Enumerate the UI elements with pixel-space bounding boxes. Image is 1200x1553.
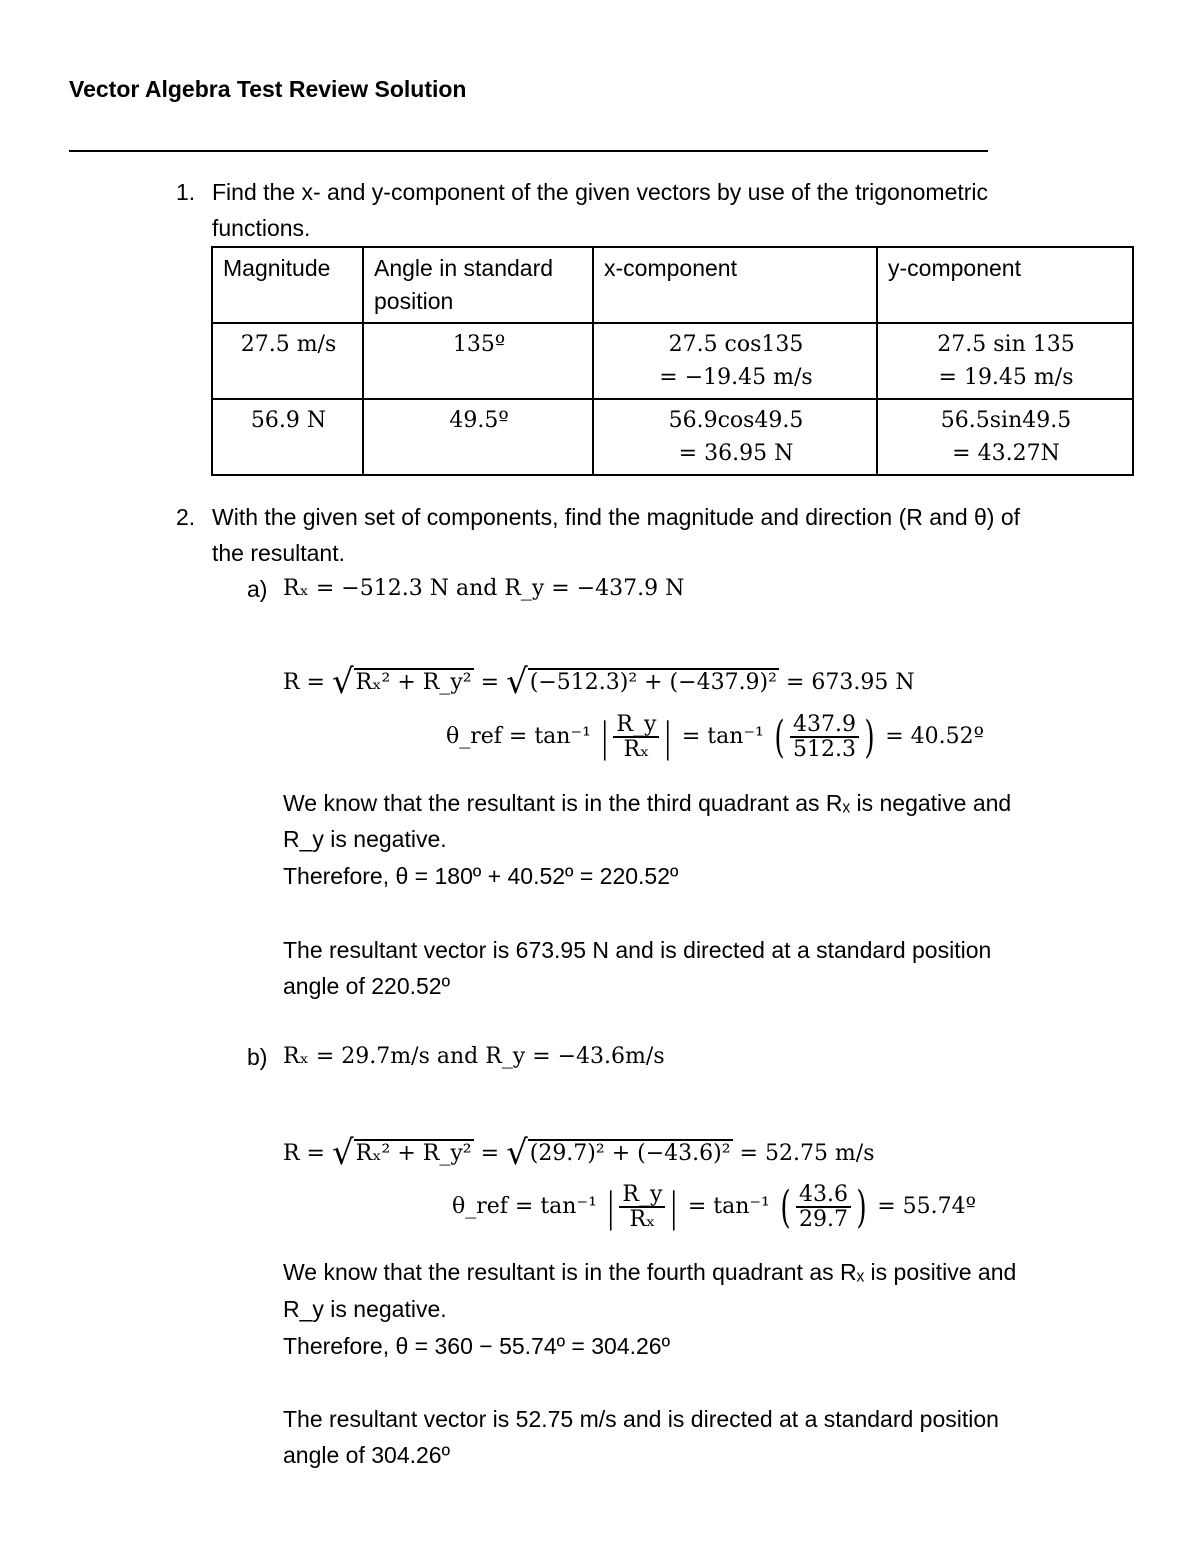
part-a-ratio-den: Rₓ bbox=[623, 737, 650, 762]
abs-bar-icon: | bbox=[670, 1185, 678, 1231]
part-b-explain-line1: We know that the resultant is in the fourth quadrant as Rₓ is positive and bbox=[283, 1259, 1017, 1285]
part-a-explain-line2: R_y is negative. bbox=[283, 826, 447, 852]
part-b-radicand: Rₓ² + R_y² bbox=[355, 1141, 472, 1166]
sqrt-icon: √ bbox=[506, 1133, 528, 1173]
part-b-value-fraction bbox=[796, 1183, 851, 1231]
part-b-radicand-values: (29.7)² + (−43.6)² bbox=[529, 1141, 731, 1166]
row2-x-line2: = 36.95 N bbox=[678, 441, 794, 466]
part-b-theta-result: = 55.74º bbox=[877, 1194, 976, 1219]
part-b-angle-equation bbox=[452, 1182, 976, 1235]
row2-x-component bbox=[593, 399, 877, 475]
part-b-theta-mid: = tan⁻¹ bbox=[687, 1194, 770, 1219]
part-a-value-num: 437.9 bbox=[790, 713, 859, 738]
abs-bar-icon: | bbox=[664, 715, 672, 761]
part-a-ratio-num: R_y bbox=[613, 713, 659, 738]
sqrt-icon: √ bbox=[506, 662, 528, 702]
part-a-value-fraction bbox=[790, 713, 859, 761]
header-x-component: x-component bbox=[593, 247, 877, 323]
q2-text-line1: With the given set of components, find the magnitude and direction (R and θ) of bbox=[212, 504, 1021, 530]
title-divider bbox=[69, 150, 988, 152]
left-paren-icon: ( bbox=[774, 712, 785, 763]
q2-number: 2. bbox=[176, 504, 196, 530]
part-b-ratio-fraction bbox=[619, 1183, 665, 1231]
row1-y-line2: = 19.45 m/s bbox=[938, 365, 1074, 390]
part-a-r-eq: = bbox=[480, 670, 500, 695]
part-b-conclusion-line1: The resultant vector is 52.75 m/s and is directed at a standard position bbox=[283, 1406, 999, 1432]
part-a-theta-result: = 40.52º bbox=[885, 724, 984, 749]
table-row bbox=[212, 323, 1133, 399]
header-y-component: y-component bbox=[877, 247, 1133, 323]
q1-text-line1: Find the x- and y-component of the given vectors by use of the trigonometric bbox=[212, 179, 989, 205]
q1-text-line2: functions. bbox=[212, 215, 311, 241]
part-b-r-lhs: R = bbox=[283, 1141, 325, 1166]
part-a-theta-mid: = tan⁻¹ bbox=[681, 724, 764, 749]
row1-angle: 135º bbox=[363, 323, 593, 399]
part-b-theta-lhs: θ_ref = tan⁻¹ bbox=[452, 1194, 597, 1219]
part-b-magnitude-equation bbox=[283, 1133, 875, 1174]
part-b-given: Rₓ = 29.7m/s and R_y = −43.6m/s bbox=[283, 1044, 665, 1069]
row2-x-line1: 56.9cos49.5 bbox=[668, 408, 804, 433]
header-magnitude: Magnitude bbox=[212, 247, 363, 323]
table-header-row bbox=[212, 247, 1133, 323]
part-a-value-den: 512.3 bbox=[793, 737, 857, 762]
part-b-ratio-den: Rₓ bbox=[629, 1207, 656, 1232]
row2-magnitude: 56.9 N bbox=[212, 399, 363, 475]
part-b-conclusion-line2: angle of 304.26º bbox=[283, 1442, 450, 1468]
part-a-therefore: Therefore, θ = 180º + 40.52º = 220.52º bbox=[283, 863, 679, 889]
document-title: Vector Algebra Test Review Solution bbox=[69, 76, 467, 102]
part-a-ratio-fraction bbox=[613, 713, 659, 761]
part-b-value-num: 43.6 bbox=[796, 1183, 851, 1208]
part-a-radicand-values: (−512.3)² + (−437.9)² bbox=[529, 670, 777, 695]
q1-number: 1. bbox=[176, 179, 196, 205]
part-b-label: b) bbox=[247, 1044, 268, 1070]
part-b-r-result: = 52.75 m/s bbox=[739, 1141, 875, 1166]
left-paren-icon: ( bbox=[780, 1182, 791, 1233]
part-a-given: Rₓ = −512.3 N and R_y = −437.9 N bbox=[283, 576, 685, 601]
part-a-conclusion-line2: angle of 220.52º bbox=[283, 973, 450, 999]
table-row bbox=[212, 399, 1133, 475]
part-a-r-result: = 673.95 N bbox=[785, 670, 915, 695]
part-b-therefore: Therefore, θ = 360 − 55.74º = 304.26º bbox=[283, 1333, 671, 1359]
sqrt-icon: √ bbox=[332, 662, 354, 702]
row1-x-line2: = −19.45 m/s bbox=[659, 365, 813, 390]
part-a-radicand: Rₓ² + R_y² bbox=[355, 670, 472, 695]
part-a-angle-equation bbox=[446, 712, 984, 765]
row2-y-component bbox=[877, 399, 1133, 475]
row2-y-line1: 56.5sin49.5 bbox=[940, 408, 1072, 433]
sqrt-icon: √ bbox=[332, 1133, 354, 1173]
part-b-explain-line2: R_y is negative. bbox=[283, 1296, 447, 1322]
components-table bbox=[211, 246, 1134, 476]
part-a-magnitude-equation bbox=[283, 662, 915, 703]
part-b-r-eq: = bbox=[480, 1141, 500, 1166]
abs-bar-icon: | bbox=[607, 1185, 615, 1231]
header-angle: Angle in standard position bbox=[363, 247, 593, 323]
row1-y-line1: 27.5 sin 135 bbox=[937, 332, 1075, 357]
row1-x-component bbox=[593, 323, 877, 399]
part-a-r-lhs: R = bbox=[283, 670, 325, 695]
part-a-label: a) bbox=[247, 576, 268, 602]
row1-x-line1: 27.5 cos135 bbox=[668, 332, 804, 357]
row1-y-component bbox=[877, 323, 1133, 399]
right-paren-icon: ) bbox=[864, 712, 875, 763]
row1-magnitude: 27.5 m/s bbox=[212, 323, 363, 399]
q2-text-line2: the resultant. bbox=[212, 540, 345, 566]
row2-y-line2: = 43.27N bbox=[952, 441, 1060, 466]
part-a-theta-lhs: θ_ref = tan⁻¹ bbox=[446, 724, 591, 749]
part-a-explain-line1: We know that the resultant is in the third quadrant as Rₓ is negative and bbox=[283, 790, 1012, 816]
row2-angle: 49.5º bbox=[363, 399, 593, 475]
right-paren-icon: ) bbox=[856, 1182, 867, 1233]
part-a-conclusion-line1: The resultant vector is 673.95 N and is directed at a standard position bbox=[283, 937, 992, 963]
part-b-value-den: 29.7 bbox=[799, 1207, 849, 1232]
part-b-ratio-num: R_y bbox=[619, 1183, 665, 1208]
abs-bar-icon: | bbox=[601, 715, 609, 761]
